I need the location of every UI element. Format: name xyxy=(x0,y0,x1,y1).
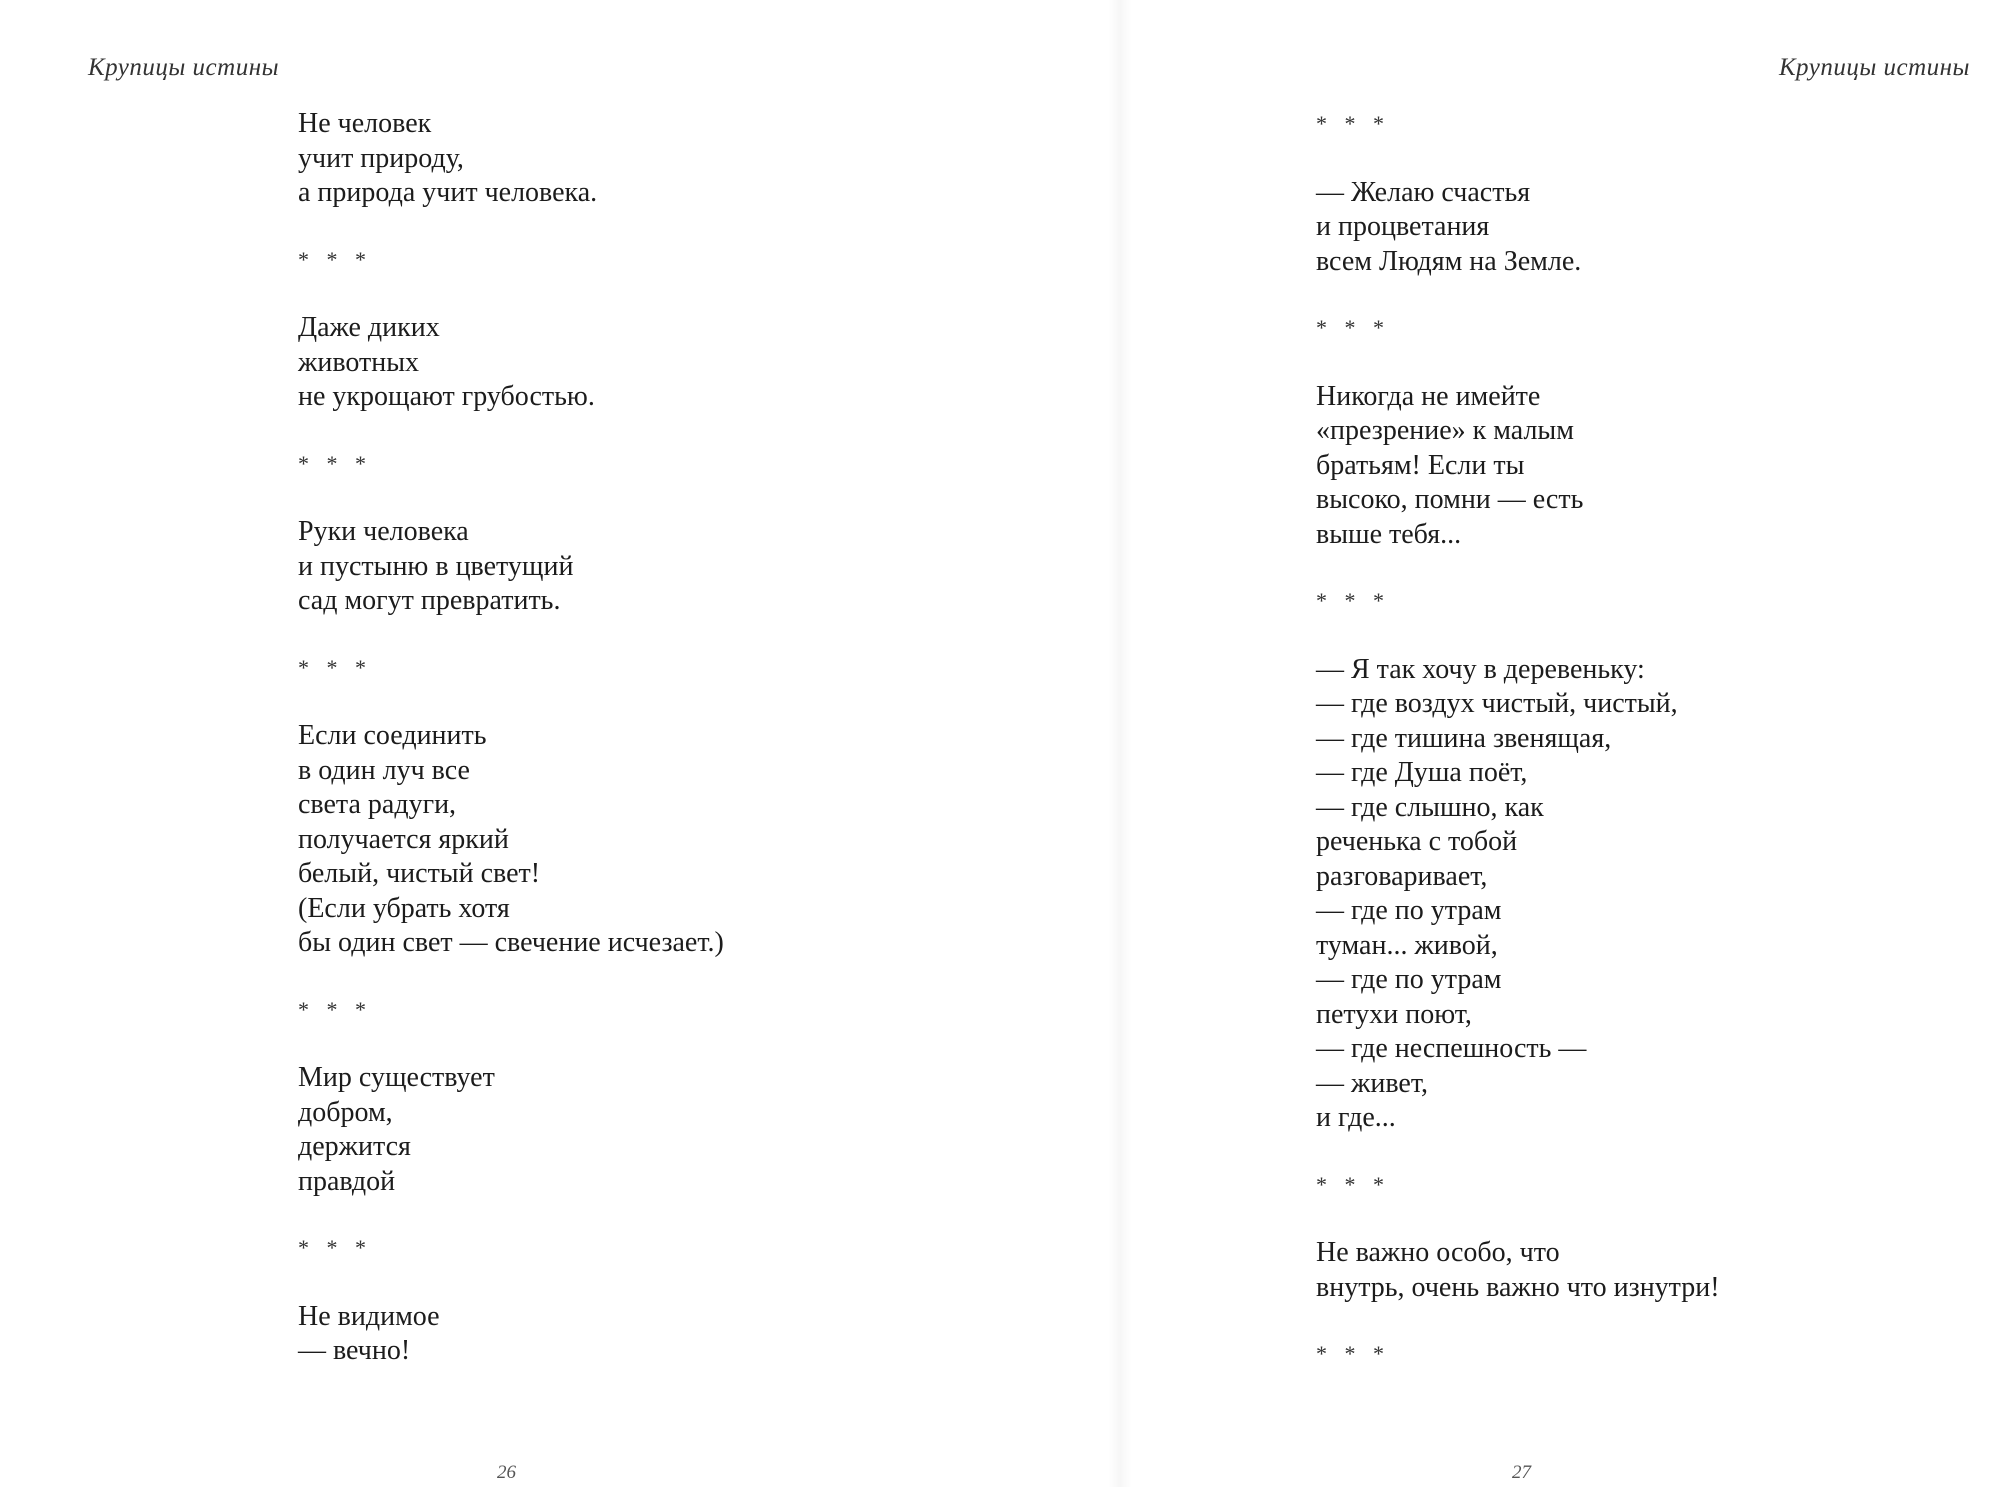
text-line: (Если убрать хотя xyxy=(298,892,510,924)
aphorism xyxy=(298,515,858,619)
text-line: учит природу, xyxy=(298,142,464,174)
text-line: высоко, помни — есть xyxy=(1316,484,1584,515)
text-line: Не человек xyxy=(298,108,432,139)
text-line: держится xyxy=(298,1131,411,1162)
text-line: Руки человека xyxy=(298,516,469,547)
text-line: сад могут превратить. xyxy=(298,585,561,616)
right-page-text xyxy=(1316,107,1876,1406)
text-line: в один луч все xyxy=(298,754,470,786)
text-line: не укрощают грубостью. xyxy=(298,381,595,412)
text-line: — где по утрам xyxy=(1316,964,1502,995)
separator-asterisks: * * * xyxy=(1316,1171,1390,1197)
aphorism xyxy=(298,1300,858,1369)
text-line: — где воздух чистый, чистый, xyxy=(1316,688,1678,719)
text-line: Даже диких xyxy=(298,312,440,343)
text-line: и где... xyxy=(1316,1102,1396,1133)
separator-asterisks: * * * xyxy=(298,246,372,272)
separator-asterisks: * * * xyxy=(298,654,372,680)
text-line: — вечно! xyxy=(298,1335,411,1366)
text-line: — где неспешность — xyxy=(1316,1033,1587,1064)
text-line: — Желаю счастья xyxy=(1316,176,1531,208)
text-line: света радуги, xyxy=(298,789,457,820)
separator-asterisks: * * * xyxy=(1316,111,1390,136)
text-line: — где по утрам xyxy=(1316,895,1502,926)
text-line: братьям! Если ты xyxy=(1316,449,1525,481)
text-line: Если соединить xyxy=(298,720,487,751)
page-number-right: 27 xyxy=(1512,1462,1531,1483)
aphorism xyxy=(1316,176,1876,280)
text-line: Мир существует xyxy=(298,1062,495,1093)
aphorism xyxy=(1316,1236,1876,1305)
text-line: разговаривает, xyxy=(1316,860,1488,892)
text-line: бы один свет — свечение исчезает.) xyxy=(298,927,724,958)
text-line: туман... живой, xyxy=(1316,929,1498,961)
aphorism xyxy=(1316,653,1876,1136)
running-head-left: Крупицы истины xyxy=(88,54,280,81)
aphorism xyxy=(298,1061,858,1199)
text-line: «презрение» к малым xyxy=(1316,415,1574,446)
text-line: и процветания xyxy=(1316,211,1490,242)
text-line: правдой xyxy=(298,1165,396,1197)
text-line: — Я так хочу в деревеньку: xyxy=(1316,653,1645,685)
separator-asterisks: * * * xyxy=(1316,1341,1390,1366)
text-line: — где слышно, как xyxy=(1316,791,1544,823)
text-line: Никогда не имейте xyxy=(1316,380,1541,412)
text-line: а природа учит человека. xyxy=(298,177,598,208)
text-line: Не важно особо, что xyxy=(1316,1237,1560,1268)
left-page-text xyxy=(298,107,858,1369)
separator-asterisks: * * * xyxy=(1316,315,1390,340)
separator-asterisks: * * * xyxy=(298,996,372,1022)
text-line: всем Людям на Земле. xyxy=(1316,245,1582,277)
text-line: — где тишина звенящая, xyxy=(1316,722,1612,754)
text-line: получается яркий xyxy=(298,823,509,855)
text-line: петухи поют, xyxy=(1316,998,1472,1030)
text-line: Не видимое xyxy=(298,1300,440,1332)
running-head-right: Крупицы истины xyxy=(1778,54,1970,81)
separator-asterisks: * * * xyxy=(298,1235,372,1260)
text-line: добром, xyxy=(298,1096,393,1128)
text-line: — живет, xyxy=(1316,1067,1428,1099)
separator-asterisks: * * * xyxy=(1316,588,1390,613)
text-line: и пустыню в цветущий xyxy=(298,550,574,582)
text-line: белый, чистый свет! xyxy=(298,858,541,889)
text-line: внутрь, очень важно что изнутри! xyxy=(1316,1271,1720,1303)
text-line: животных xyxy=(298,346,420,378)
text-line: реченька с тобой xyxy=(1316,826,1518,857)
aphorism xyxy=(298,311,858,415)
separator-asterisks: * * * xyxy=(298,450,372,476)
text-line: — где Душа поёт, xyxy=(1316,757,1528,788)
aphorism xyxy=(1316,380,1876,553)
aphorism xyxy=(298,719,858,961)
aphorism xyxy=(298,107,858,211)
book-gutter xyxy=(1108,0,1132,1487)
page-number-left: 26 xyxy=(497,1462,516,1483)
text-line: выше тебя... xyxy=(1316,518,1462,550)
